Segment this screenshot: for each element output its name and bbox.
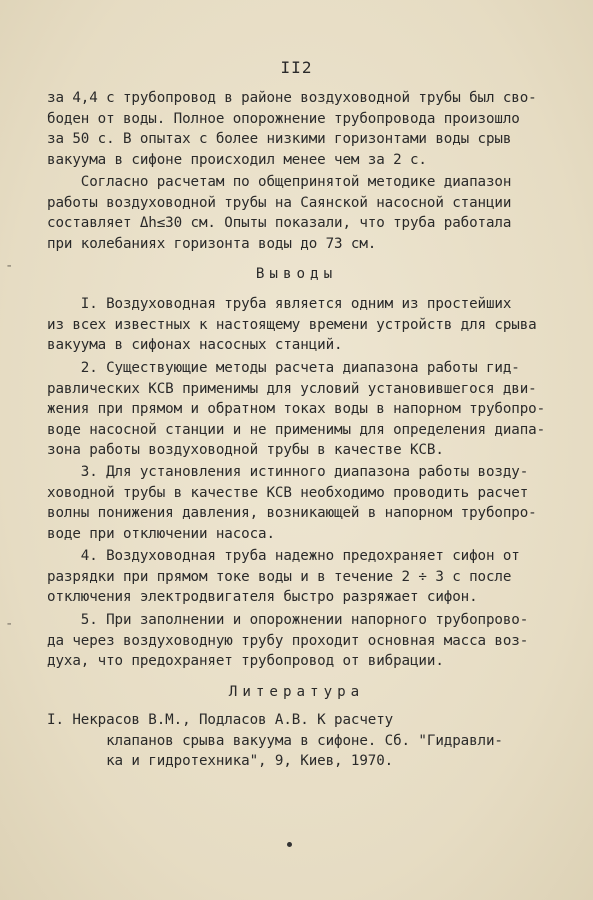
paragraph-continued: за 4,4 с трубопровод в районе воздуховодной трубы был сво- боден от воды. Полное опорожнение трубопровода произошло за 50 с. В опытах с более низкими горизонтами воды срыв вакуума в сифоне происходил менее чем за 2 с. bbox=[47, 90, 537, 168]
conclusion-item-4: 4. Воздуховодная труба надежно предохраняет сифон от разрядки при прямом токе воды и в течение 2 ÷ 3 с после отключения электродвигателя быстро разряжает сифон. bbox=[47, 548, 520, 606]
conclusions-heading: Выводы bbox=[255, 266, 338, 282]
reference-item-1: I. Некрасов В.М., Подласов А.В. К расчету клапанов срыва вакуума в сифоне. Сб. "Гидравли- ка и гидротехника", 9, Киев, 1970. bbox=[47, 712, 503, 770]
conclusion-item-3: 3. Для установления истинного диапазона работы возду- ховодной трубы в качестве КСВ необходимо проводить расчет волны понижения давления, возникающей в напорном трубопро- воде при отключении насоса. bbox=[47, 464, 537, 542]
page-number: II2 bbox=[280, 58, 313, 77]
conclusion-item-5: 5. При заполнении и опорожнении напорного трубопрово- да через воздуховодную трубу проходит основная масса воз- духа, что предохраняет трубопровод от вибрации. bbox=[47, 612, 529, 670]
paragraph-calculation: Согласно расчетам по общепринятой методике диапазон работы воздуховодной трубы на Саянской насосной станции составляет Δh≤30 см. Опыты показали, что труба работала при колебаниях горизонта воды до 73 см. bbox=[47, 174, 512, 252]
margin-mark: - bbox=[5, 258, 14, 274]
conclusion-item-2: 2. Существующие методы расчета диапазона работы гид- равлических КСВ применимы для условий установившегося дви- жения при прямом и обратном токах воды в напорном трубопро- воде насосной станции и не применимы для определения диапа- зона работы воздуховодной трубы в качестве КСВ. bbox=[47, 360, 546, 459]
literature-heading: Литература bbox=[228, 684, 365, 700]
conclusion-item-1: I. Воздуховодная труба является одним из простейших из всех известных к настоящему времени устройств для срыва вакуума в сифонах насосных станций. bbox=[47, 296, 537, 354]
margin-mark: - bbox=[5, 616, 14, 632]
hole-punch-mark bbox=[287, 842, 292, 847]
